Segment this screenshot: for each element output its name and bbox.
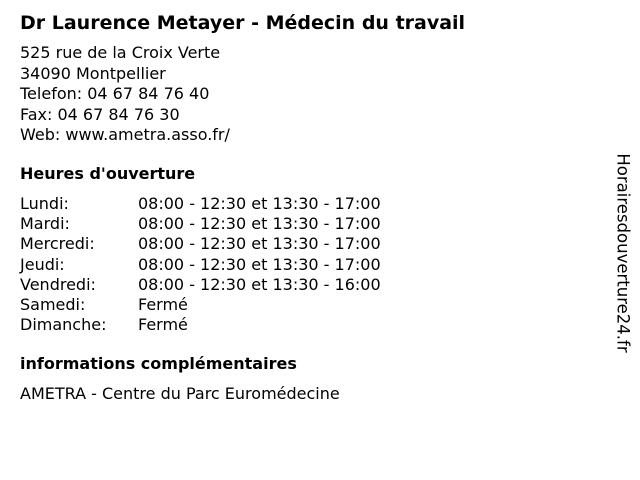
hours-row-tuesday xyxy=(20,214,381,234)
hours-day: Mardi: xyxy=(20,214,70,234)
hours-time: Fermé xyxy=(138,315,188,335)
hours-time: 08:00 - 12:30 et 13:30 - 17:00 xyxy=(138,254,381,274)
hours-row-sunday xyxy=(20,315,381,335)
hours-time: 08:00 - 12:30 et 13:30 - 17:00 xyxy=(138,194,381,213)
address-city: 34090 Montpellier xyxy=(20,63,166,83)
info-text: AMETRA - Centre du Parc Euromédecine xyxy=(20,384,340,403)
hours-time: 08:00 - 12:30 et 13:30 - 16:00 xyxy=(138,274,381,294)
page-title: Dr Laurence Metayer - Médecin du travail xyxy=(20,12,466,34)
hours-row-wednesday xyxy=(20,234,381,254)
website: Web: www.ametra.asso.fr/ xyxy=(20,125,230,144)
phone-number: Telefon: 04 67 84 76 40 xyxy=(20,84,210,103)
address-block xyxy=(20,43,230,146)
hours-day: Mercredi: xyxy=(20,234,95,254)
hours-row-monday xyxy=(20,194,381,214)
opening-hours-table xyxy=(20,194,381,335)
hours-day: Dimanche: xyxy=(20,315,107,335)
hours-time: Fermé xyxy=(138,295,188,315)
hours-row-thursday xyxy=(20,255,381,275)
hours-day: Lundi: xyxy=(20,194,69,213)
info-heading: informations complémentaires xyxy=(20,354,297,373)
fax-number: Fax: 04 67 84 76 30 xyxy=(20,104,180,124)
watermark-text: Horairesdouverture24.fr xyxy=(614,153,633,353)
hours-heading: Heures d'ouverture xyxy=(20,164,196,183)
hours-time: 08:00 - 12:30 et 13:30 - 17:00 xyxy=(138,234,381,254)
hours-day: Samedi: xyxy=(20,295,86,315)
hours-row-saturday xyxy=(20,295,381,315)
address-street: 525 rue de la Croix Verte xyxy=(20,43,221,62)
hours-time: 08:00 - 12:30 et 13:30 - 17:00 xyxy=(138,214,381,234)
hours-row-friday xyxy=(20,275,381,295)
hours-day: Jeudi: xyxy=(20,254,65,274)
side-watermark xyxy=(613,134,633,372)
hours-day: Vendredi: xyxy=(20,274,96,294)
